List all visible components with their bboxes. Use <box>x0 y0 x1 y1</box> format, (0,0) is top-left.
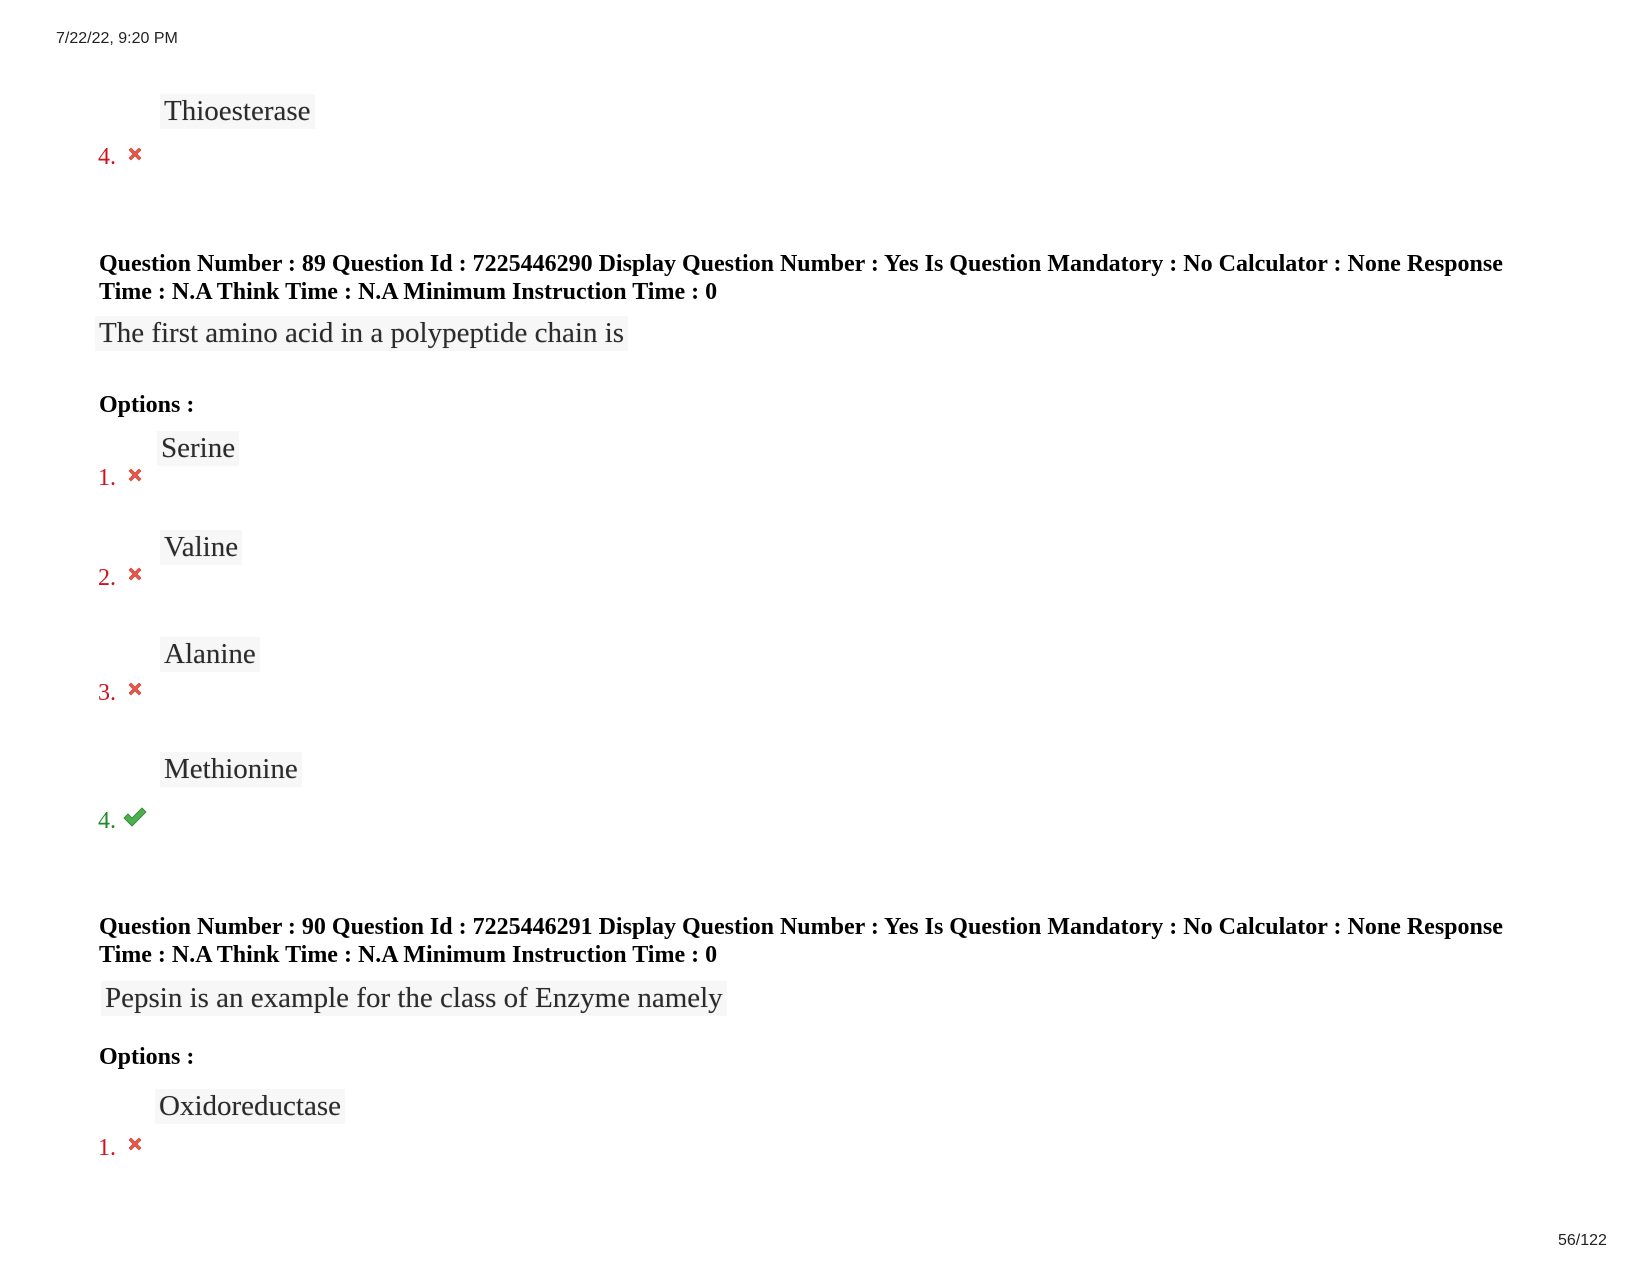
option-text-image: Thioesterase <box>160 94 315 129</box>
option-number: 1. <box>98 1135 116 1161</box>
print-timestamp: 7/22/22, 9:20 PM <box>56 30 178 47</box>
cross-icon <box>125 564 145 584</box>
cross-icon <box>125 1134 145 1154</box>
option-number: 3. <box>98 680 116 706</box>
option-number: 2. <box>98 565 116 591</box>
question-text-image: The first amino acid in a polypeptide chain is <box>95 316 628 351</box>
option-number: 1. <box>98 465 116 491</box>
options-label: Options : <box>99 392 195 418</box>
page-number: 56/122 <box>1558 1232 1607 1249</box>
check-icon <box>122 806 148 828</box>
cross-icon <box>125 465 145 485</box>
option-text-image: Serine <box>157 431 239 466</box>
question-meta: Question Number : 89 Question Id : 7225446290 Display Question Number : Yes Is Question Mandatory : No Calculator : None Response Time : N.A Think Time : N.A Minimum Instruction Time : 0 <box>99 251 1503 305</box>
option-text-image: Methionine <box>160 752 302 787</box>
options-label: Options : <box>99 1044 195 1070</box>
question-meta: Question Number : 90 Question Id : 7225446291 Display Question Number : Yes Is Question Mandatory : No Calculator : None Response Time : N.A Think Time : N.A Minimum Instruction Time : 0 <box>99 914 1503 968</box>
option-text-image: Valine <box>160 530 242 565</box>
option-number: 4. <box>98 808 116 834</box>
option-text-image: Alanine <box>160 637 260 672</box>
option-number: 4. <box>98 144 116 170</box>
cross-icon <box>125 144 145 164</box>
question-text-image: Pepsin is an example for the class of Enzyme namely <box>101 981 727 1016</box>
option-text-image: Oxidoreductase <box>155 1089 345 1124</box>
cross-icon <box>125 679 145 699</box>
